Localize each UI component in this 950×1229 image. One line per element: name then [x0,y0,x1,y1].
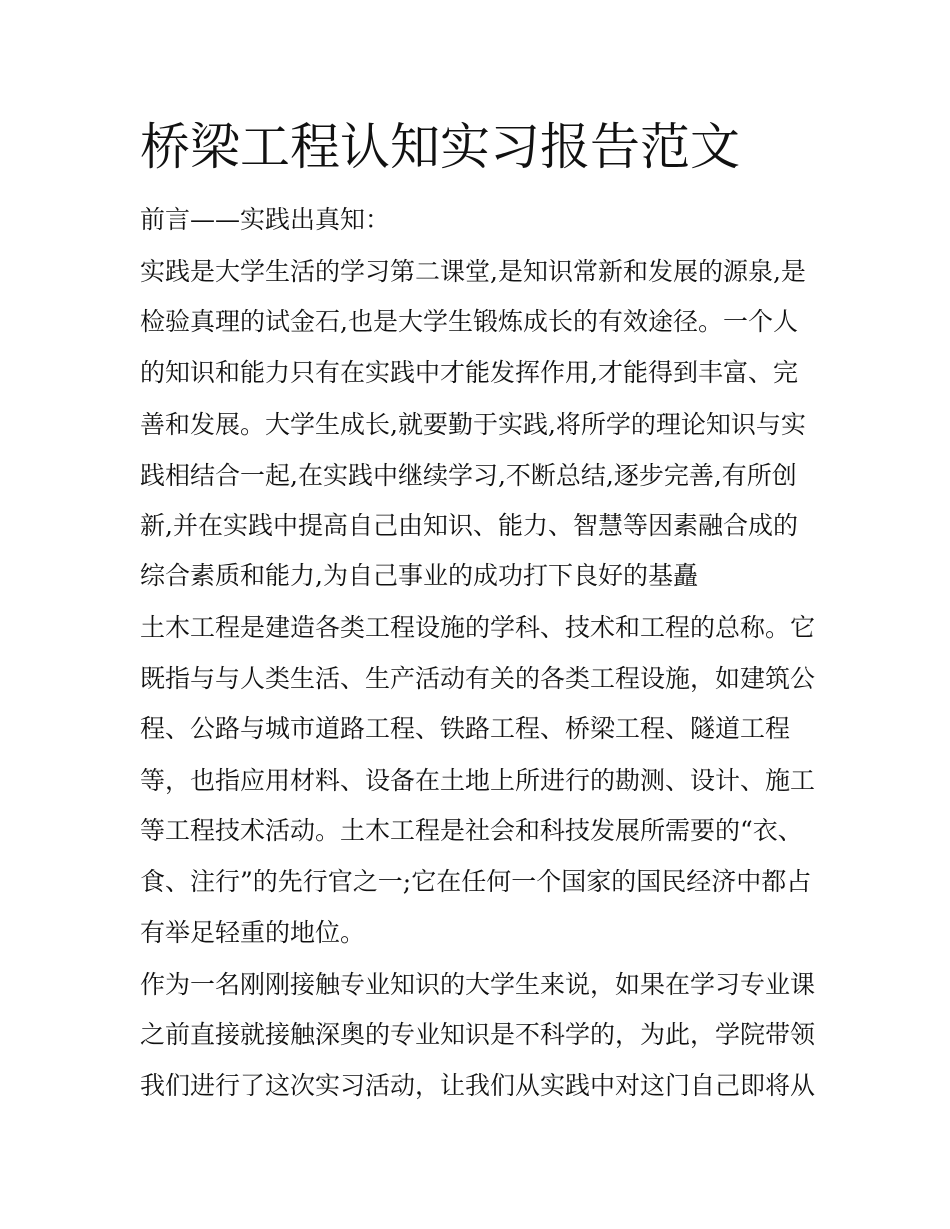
text-line: 善和发展。大学生成长,就要勤于实践,将所学的理论知识与实 [140,410,806,439]
text-line: 新,并在实践中提高自己由知识、能力、智慧等因素融合成的 [140,511,798,540]
document-title: 桥梁工程认知实习报告范文 [140,118,740,176]
text-line: 有举足轻重的地位。 [140,918,366,947]
text-line: 践相结合一起,在实践中继续学习,不断总结,逐步完善,有所创 [140,461,797,490]
text-line: 等工程技术活动。土木工程是社会和科技发展所需要的“衣、 [140,816,803,845]
text-line: 既指与与人类生活、生产活动有关的各类工程设施，如建筑公 [140,664,816,693]
preface-heading: 前言——实践出真知： [140,205,391,234]
text-line: 之前直接就接触深奥的专业知识是不科学的，为此，学院带领 [140,1020,816,1049]
text-line: 检验真理的试金石,也是大学生锻炼成长的有效途径。一个人 [140,307,798,336]
text-line: 综合素质和能力,为自己事业的成功打下良好的基矗 [140,561,698,590]
text-line: 我们进行了这次实习活动，让我们从实践中对这门自己即将从 [140,1071,816,1100]
text-line: 实践是大学生活的学习第二课堂,是知识常新和发展的源泉,是 [140,257,806,286]
text-line: 程、公路与城市道路工程、铁路工程、桥梁工程、隧道工程 [140,714,791,743]
text-line: 作为一名刚刚接触专业知识的大学生来说，如果在学习专业课 [140,970,816,999]
text-line: 的知识和能力只有在实践中才能发挥作用,才能得到丰富、完 [140,358,798,387]
text-line: 等，也指应用材料、设备在土地上所进行的勘测、设计、施工 [140,766,816,795]
text-line: 土木工程是建造各类工程设施的学科、技术和工程的总称。它 [140,613,816,642]
text-line: 食、注行”的先行官之一;它在任何一个国家的国民经济中都占 [140,867,812,896]
